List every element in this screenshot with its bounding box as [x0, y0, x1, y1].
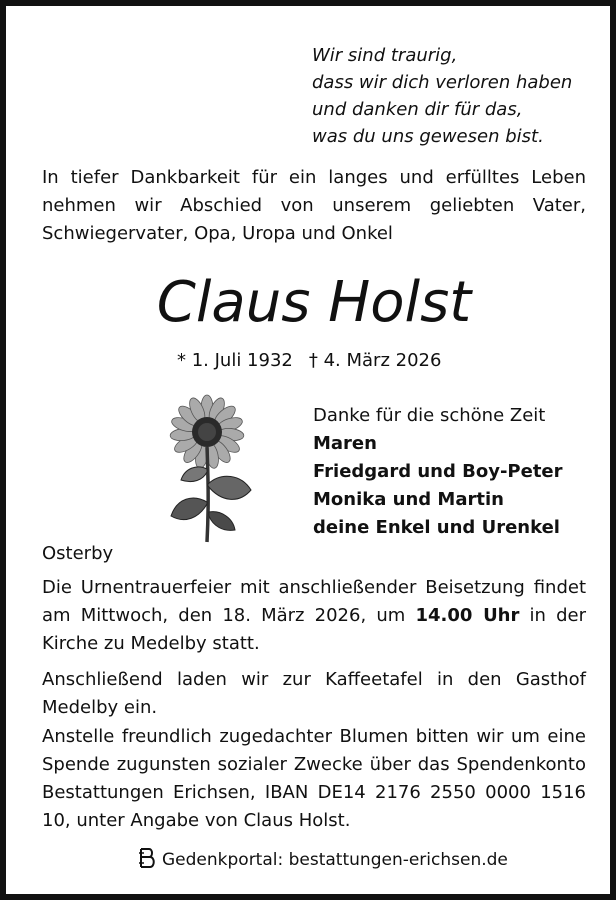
poem-line: dass wir dich verloren haben [312, 72, 573, 93]
thanks-block [313, 402, 563, 542]
footer-text[interactable]: Gedenkportal: bestattungen-erichsen.de [162, 850, 508, 870]
footer [138, 847, 508, 872]
coffee-text: Anschließend laden wir zur Kaffeetafel in den Gasthof Medelby ein. [42, 669, 586, 718]
poem-line: und danken dir für das, [312, 99, 523, 120]
deceased-name: Claus Holst [156, 270, 472, 335]
life-dates [177, 349, 441, 373]
poem [312, 42, 602, 150]
signature-line: Friedgard und Boy-Peter [313, 461, 563, 482]
service-text-start: Die Urnentrauerfeier mit anschließender Beisetzung findet am Mittwoch, den 18. März 2026, um [42, 577, 586, 626]
donation-text: Anstelle freundlich zugedachter Blumen bitten wir um eine Spende zugunsten sozialer Zwecke über das Spendenkonto Bestattungen Erichsen, IBAN DE14 2176 2550 0000 1516 10, unter Angabe von Claus Holst. [42, 726, 586, 831]
service-time: 14.00 Uhr [415, 605, 520, 626]
service-text [42, 574, 586, 658]
bestattungen-logo-icon [138, 847, 156, 869]
poem-line: Wir sind traurig, [312, 45, 458, 66]
intro-text: In tiefer Dankbarkeit für ein langes und erfülltes Leben nehmen wir Abschied von unserem geliebten Vater, Schwiegervater, Opa, Uropa und Onkel [42, 167, 586, 244]
place: Osterby [42, 543, 114, 564]
birth-date: * 1. Juli 1932 [177, 350, 293, 371]
sunflower-icon [161, 394, 256, 544]
thanks-line: Danke für die schöne Zeit [313, 405, 546, 426]
poem-line: was du uns gewesen bist. [312, 126, 544, 147]
signature-line: deine Enkel und Urenkel [313, 517, 560, 538]
death-date: † 4. März 2026 [308, 350, 442, 371]
signature-line: Monika und Martin [313, 489, 504, 510]
signature-line: Maren [313, 433, 377, 454]
service-text-end: in der Kirche zu Medelby statt. [42, 605, 586, 654]
